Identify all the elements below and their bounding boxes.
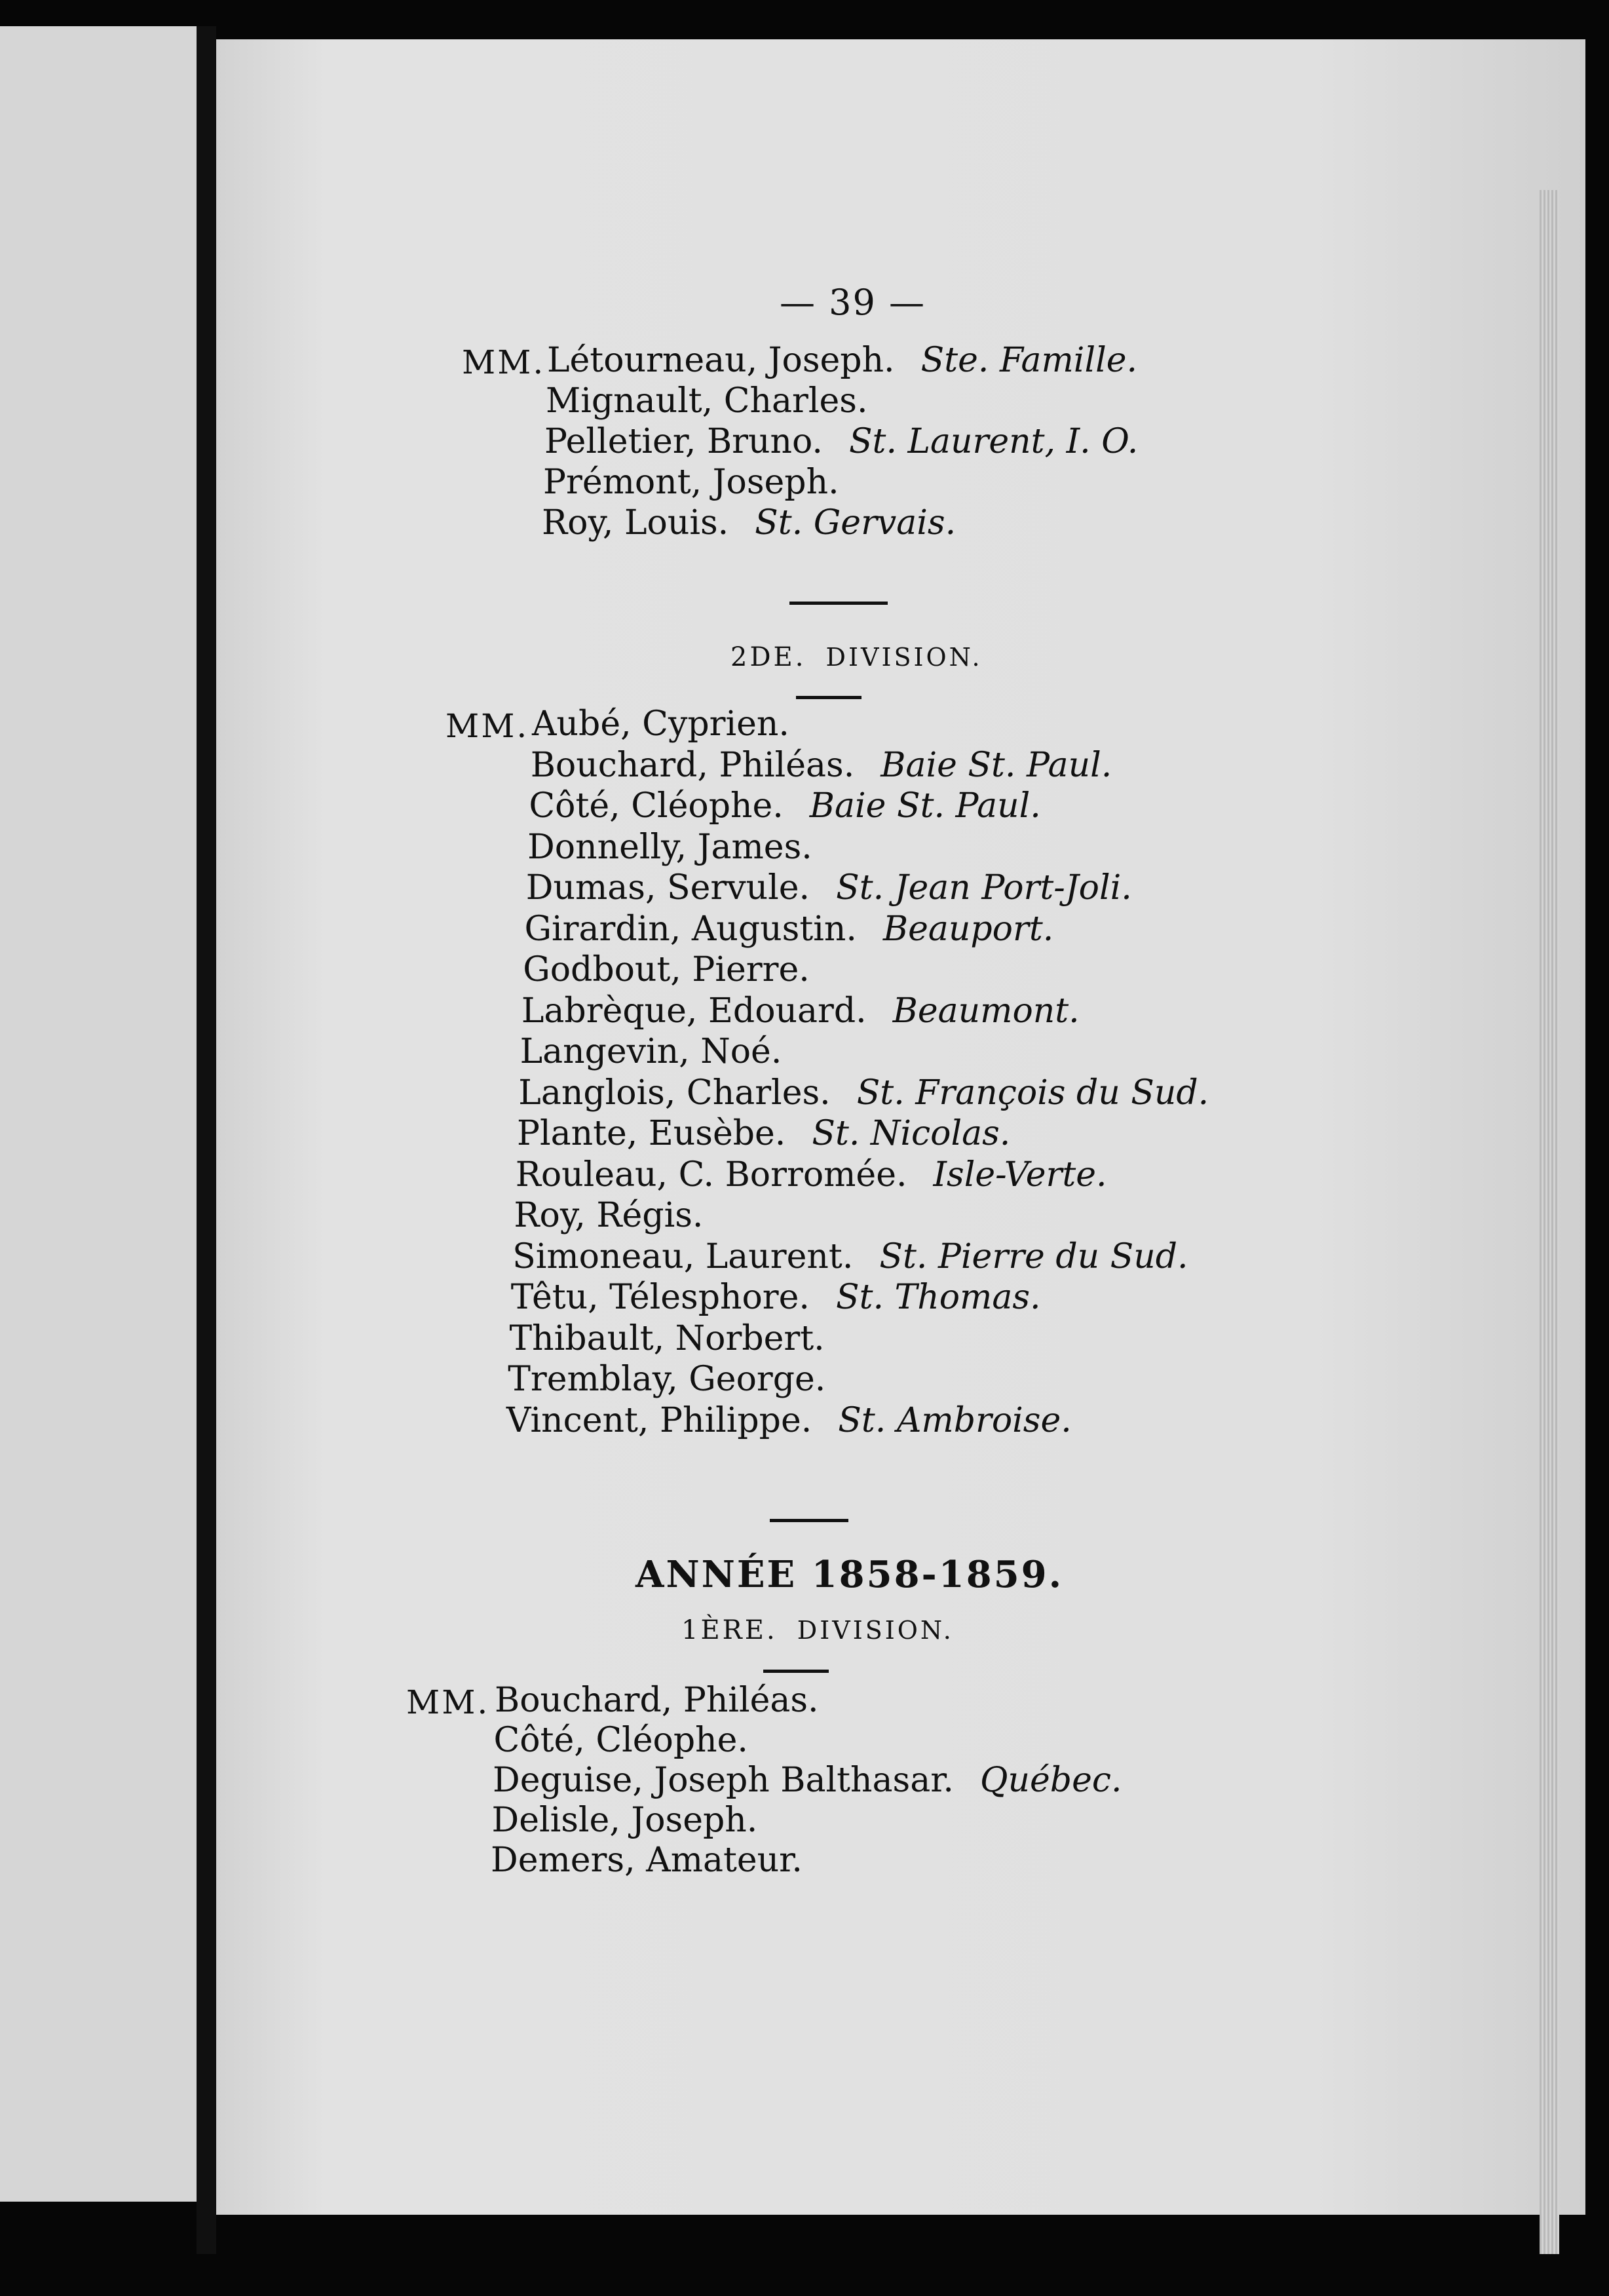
facing-page: [0, 26, 197, 2202]
list-item: [494, 1721, 748, 1760]
person-name: Donnelly, James.: [527, 827, 812, 867]
list-item: [525, 909, 1054, 949]
list-item: [523, 950, 810, 989]
list-item: [546, 381, 868, 421]
division-2-number: 2DE.: [730, 642, 806, 672]
person-name: Roy, Régis.: [514, 1196, 704, 1235]
list-item: [518, 1073, 1209, 1113]
place-name: St. Gervais.: [755, 503, 956, 543]
list-item: [516, 1155, 1107, 1195]
person-name: Deguise, Joseph Balthasar.: [493, 1761, 954, 1800]
book-gutter: [197, 26, 216, 2254]
honorific-prefix: MM.: [462, 343, 546, 381]
person-name: Langlois, Charles.: [518, 1073, 831, 1113]
year-heading: ANNÉE 1858-1859.: [635, 1553, 1064, 1596]
list-item: [547, 341, 1137, 380]
list-item: [517, 1114, 1010, 1153]
place-name: Baie St. Paul.: [809, 786, 1041, 826]
list-item: [511, 1278, 1041, 1317]
list-item: [492, 1801, 758, 1840]
place-name: St. Ambroise.: [838, 1400, 1072, 1440]
person-name: Aubé, Cyprien.: [532, 704, 789, 744]
list-item: [495, 1681, 819, 1720]
person-name: Côté, Cléophe.: [493, 1721, 748, 1760]
place-name: Québec.: [979, 1761, 1122, 1800]
list-item: [491, 1841, 803, 1880]
place-name: St. Pierre du Sud.: [879, 1236, 1188, 1276]
divider-rule: [763, 1670, 829, 1673]
list-item: [510, 1319, 825, 1358]
division-1-label: DIVISION.: [797, 1616, 954, 1645]
list-item: [526, 868, 1132, 908]
person-name: Thibault, Norbert.: [509, 1318, 825, 1358]
person-name: Bouchard, Philéas.: [530, 745, 855, 785]
person-name: Girardin, Augustin.: [524, 909, 857, 949]
person-name: Rouleau, C. Borromée.: [515, 1155, 907, 1195]
place-name: St. Jean Port-Joli.: [836, 868, 1132, 908]
list-item: [527, 828, 812, 867]
list-item: [520, 1032, 782, 1071]
list-item: [512, 1237, 1188, 1276]
divider-rule: [770, 1519, 848, 1522]
honorific-prefix: MM.: [406, 1683, 490, 1721]
honorific-prefix: MM.: [445, 707, 529, 745]
list-item: [531, 746, 1112, 785]
person-name: Mignault, Charles.: [546, 381, 868, 421]
place-name: St. Laurent, I. O.: [848, 422, 1139, 461]
list-item: [532, 704, 789, 744]
person-name: Plante, Eusèbe.: [517, 1114, 786, 1153]
list-item: [506, 1401, 1072, 1440]
person-name: Prémont, Joseph.: [543, 463, 839, 502]
place-name: Isle-Verte.: [933, 1155, 1107, 1195]
division-1-heading: [681, 1615, 954, 1645]
place-name: Ste. Famille.: [920, 341, 1138, 380]
person-name: Roy, Louis.: [542, 503, 729, 543]
list-item: [542, 503, 956, 543]
list-item: [543, 463, 839, 502]
person-name: Côté, Cléophe.: [529, 786, 784, 826]
division-2-heading: [730, 642, 983, 672]
division-2-label: DIVISION.: [825, 643, 983, 672]
page-edge: [1540, 190, 1559, 2254]
divider-rule: [789, 602, 888, 605]
list-item: [521, 991, 1080, 1031]
person-name: Demers, Amateur.: [491, 1841, 803, 1880]
person-name: Dumas, Servule.: [525, 868, 810, 908]
list-item: [508, 1360, 825, 1399]
place-name: St. Nicolas.: [812, 1114, 1011, 1153]
person-name: Langevin, Noé.: [520, 1032, 782, 1071]
list-item: [544, 422, 1138, 461]
person-name: Bouchard, Philéas.: [495, 1681, 819, 1720]
person-name: Pelletier, Bruno.: [544, 422, 823, 461]
person-name: Simoneau, Laurent.: [512, 1236, 854, 1276]
person-name: Vincent, Philippe.: [506, 1400, 812, 1440]
place-name: Baie St. Paul.: [880, 745, 1112, 785]
division-1-number: 1ÈRE.: [681, 1615, 778, 1645]
person-name: Tremblay, George.: [508, 1360, 826, 1399]
person-name: Delisle, Joseph.: [491, 1801, 758, 1840]
divider-rule: [796, 696, 861, 699]
person-name: Labrèque, Edouard.: [521, 991, 867, 1031]
list-item: [493, 1761, 1122, 1800]
list-item: [514, 1196, 703, 1235]
place-name: Beaumont.: [892, 991, 1080, 1031]
person-name: Têtu, Télesphore.: [510, 1278, 810, 1317]
list-item: [529, 786, 1040, 826]
place-name: Beauport.: [882, 909, 1054, 949]
place-name: St. Thomas.: [835, 1278, 1041, 1317]
place-name: St. François du Sud.: [856, 1073, 1209, 1113]
page-number: — 39 —: [780, 282, 926, 323]
person-name: Létourneau, Joseph.: [547, 341, 895, 380]
person-name: Godbout, Pierre.: [523, 950, 810, 989]
